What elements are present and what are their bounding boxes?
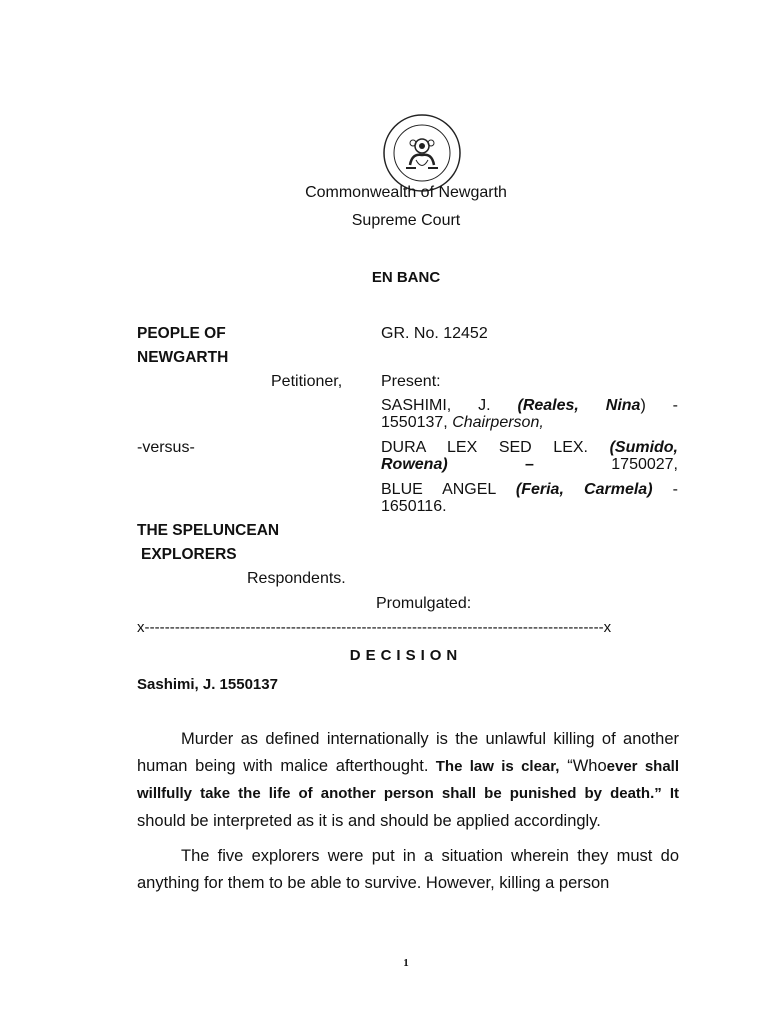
petitioner-label: Petitioner, [271,373,343,390]
petitioner-name-line1: PEOPLE OF [137,325,226,342]
paragraph-1-bold1: The law is clear, [428,757,560,775]
bench-member-3-member: (Feria, Carmela) [515,481,653,498]
bench-member-3 [381,481,678,515]
bench-member-1-member: (Reales, Nina [517,397,641,414]
respondent-name-line1: THE SPELUNCEAN [137,522,280,539]
bench-member-3-name: BLUE ANGEL [381,481,496,498]
paragraph-1-bold2: ever shall willfully take the life of another person shall be punished by death.” It [137,757,680,802]
decision-body [137,726,679,896]
paragraph-1 [137,726,679,834]
decision-author: Sashimi, J. 1550137 [137,676,278,693]
bench-member-1-role: Chairperson, [452,414,544,431]
bench-member-1-id: 1550137, [381,414,448,431]
caption-divider: x-------------------------------------------------------------------------------------------x [137,619,612,636]
respondent-label: Respondents. [247,570,346,587]
bench-member-1-close: ) [640,397,646,414]
bench-member-2 [381,439,678,473]
paragraph-1-part1: Murder as defined internationally is the unlawful killing of another human being with malice afterthought. [137,730,679,775]
present-label: Present: [381,373,441,390]
bench-member-3-id: 1650116. [381,498,447,515]
page-number: 1 [403,957,409,969]
decision-title: DECISION [349,647,463,664]
petitioner-name-line2: NEWGARTH [137,349,229,366]
bench-member-2-member: (Sumido, Rowena) [381,439,678,473]
bench-member-2-dash: – [447,456,534,473]
case-number: GR. No. 12452 [381,325,488,342]
paragraph-1-part3: should be interpreted as it is and should be applied accordingly. [137,811,601,830]
bench-member-2-id: 1750027, [533,456,678,473]
respondent-name-line2: EXPLORERS [141,546,237,563]
session-title: EN BANC [371,269,441,286]
bench-member-1-dash: - [645,397,679,414]
versus-label: -versus- [137,439,195,456]
bench-member-1-name: SASHIMI, J. [381,397,491,414]
bench-member-2-name: DURA LEX SED LEX. [381,439,588,456]
promulgated-label: Promulgated: [376,595,472,612]
jurisdiction-title: Commonwealth of Newgarth [305,184,507,201]
bench-member-1 [381,397,678,431]
court-seal-icon [382,113,462,193]
paragraph-1-part2: “Who [559,756,607,775]
court-title: Supreme Court [351,212,461,229]
bench-member-3-dash: - [652,481,678,498]
paragraph-2: The five explorers were put in a situation wherein they must do anything for them to be able to survive. However, killing a person [137,847,679,892]
